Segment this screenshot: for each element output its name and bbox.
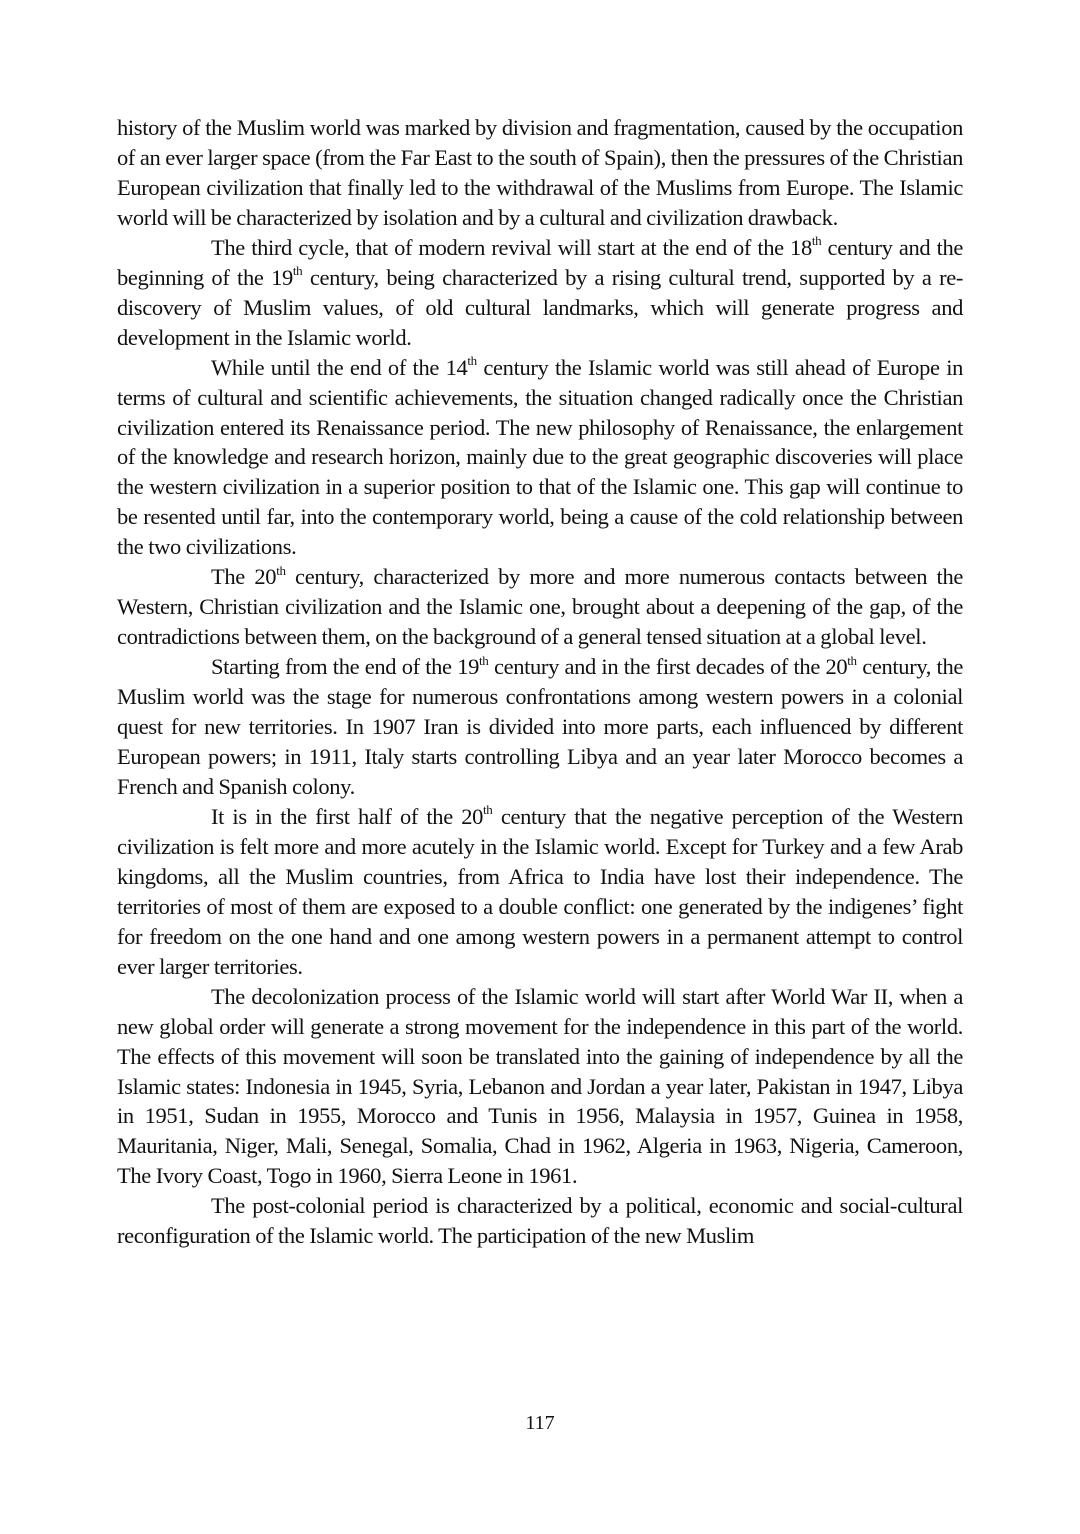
paragraph: [117, 1191, 963, 1251]
paragraph-text: The decolonization process of the Islamic world will start after World War II, when a new global order will generate a strong movement for the independence in this part of the world. The effects of this movement will soon be translated into the gaining of independence by all the Islamic states: Indonesia in 1945, Syria, Lebanon and Jordan a year later, Pakistan in 1947, Libya in 1951, Sudan in 1955, Morocco and Tunis in 1956, Malaysia in 1957, Guinea in 1958, Mauritania, Niger, Mali, Senegal, Somalia, Chad in 1962, Algeria in 1963, Nigeria, Cameroon, The Ivory Coast, Togo in 1960, Sierra Leone in 1961.: [117, 983, 963, 1189]
paragraph-text: The 20: [211, 564, 277, 590]
paragraph-text: It is in the first half of the 20: [211, 803, 484, 829]
ordinal-superscript: th: [479, 652, 489, 668]
paragraph: [117, 233, 963, 353]
page-number: 117: [525, 1412, 555, 1434]
paragraph-text: century and the beginning of the 19: [117, 234, 964, 290]
paragraph-text: century the Islamic world was still ahead of Europe in terms of cultural and scientific achievements, the situation changed radically once the Christian civilization entered its Renaissance period. The new philosophy of Renaissance, the enlargement of the knowledge and research horizon, mainly due to the great geographic discoveries will place the western civilization in a superior position to that of the Islamic one. This gap will continue to be resented until far, into the contemporary world, being a cause of the cold relationship between the two civilizations.: [117, 354, 963, 560]
paragraph: [117, 982, 963, 1192]
ordinal-superscript: th: [467, 353, 477, 369]
paragraph-text: century, being characterized by a rising cultural trend, supported by a re-discovery of Muslim values, of old cultural landmarks, which will generate progress and development in the Islamic world.: [117, 264, 963, 350]
paragraph-text: The post-colonial period is characterized by a political, economic and social-cultural reconfiguration of the Islamic world. The participation of the new Muslim: [117, 1193, 963, 1249]
paragraph-text: Starting from the end of the 19: [211, 654, 480, 680]
paragraph-text: century, characterized by more and more numerous contacts between the Western, Christian civilization and the Islamic one, brought about a deepening of the gap, of the contradictions between them, on the background of a general tensed situation at a global level.: [117, 564, 963, 650]
paragraph-text: century, the Muslim world was the stage for numerous confrontations among western powers in a colonial quest for new territories. In 1907 Iran is divided into more parts, each influenced by different European powers; in 1911, Italy starts controlling Libya and an year later Morocco becomes a French and Spanish colony.: [117, 654, 963, 799]
paragraph: [117, 652, 963, 802]
ordinal-superscript: th: [292, 263, 303, 279]
document-body: [117, 113, 963, 1251]
paragraph: [117, 113, 963, 233]
ordinal-superscript: th: [847, 652, 857, 668]
paragraph: [117, 802, 963, 982]
paragraph-text: history of the Muslim world was marked by division and fragmentation, caused by the occupation of an ever larger space (from the Far East to the south of Spain), then the pressures of the Christian European civilization that finally led to the withdrawal of the Muslims from Europe. The Islamic world will be characterized by isolation and by a cultural and civilization drawback.: [117, 115, 963, 230]
paragraph: [117, 562, 963, 652]
paragraph-text: While until the end of the 14: [211, 354, 468, 380]
paragraph-text: century and in the first decades of the 20: [488, 654, 848, 680]
paragraph: [117, 353, 963, 563]
paragraph-text: The third cycle, that of modern revival will start at the end of the 18: [211, 234, 812, 260]
ordinal-superscript: th: [276, 562, 286, 578]
ordinal-superscript: th: [811, 233, 822, 249]
ordinal-superscript: th: [483, 802, 493, 818]
paragraph-text: century that the negative perception of the Western civilization is felt more and more acutely in the Islamic world. Except for Turkey and a few Arab kingdoms, all the Muslim countries, from Africa to India have lost their independence. The territories of most of them are exposed to a double conflict: one generated by the indigenes’ fight for freedom on the one hand and one among western powers in a permanent attempt to control ever larger territories.: [117, 803, 963, 979]
